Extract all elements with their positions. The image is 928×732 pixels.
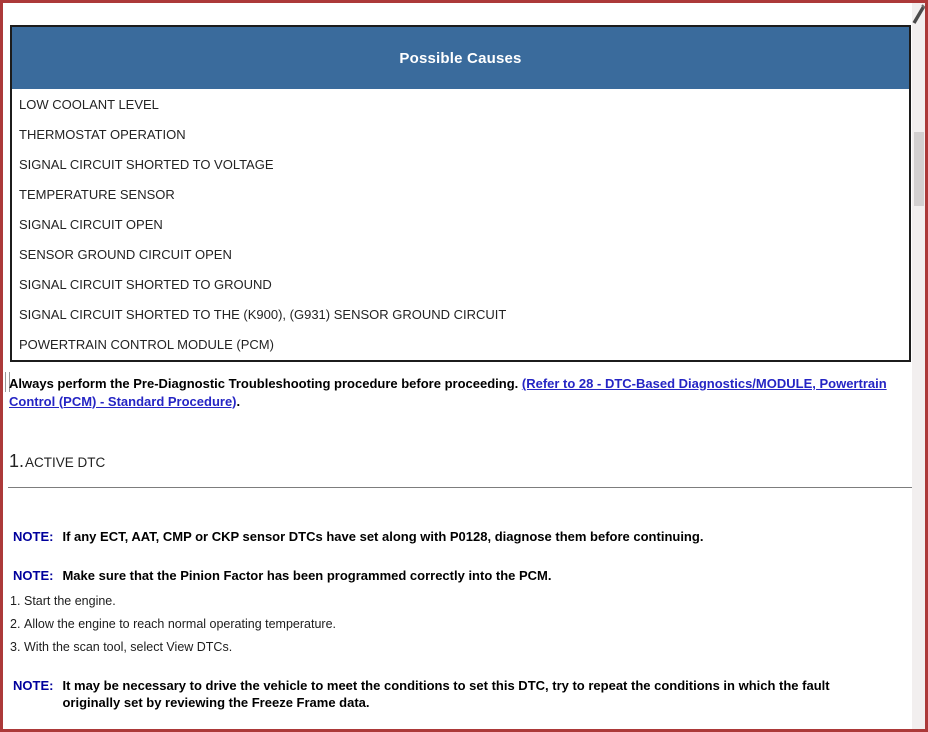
table-row: TEMPERATURE SENSOR [19,186,175,202]
list-item [10,617,336,632]
note-text: If any ECT, AAT, CMP or CKP sensor DTCs have set along with P0128, diagnose them before continuing. [62,529,704,544]
step-label: ACTIVE DTC [25,455,106,470]
possible-causes-header: Possible Causes [12,27,909,89]
refer-link-line2: Control (PCM) - Standard Procedure) [9,393,237,409]
step-heading-active-dtc [9,451,105,472]
list-item [10,594,336,609]
note-text: Make sure that the Pinion Factor has been programmed correctly into the PCM. [62,568,552,583]
table-row: SENSOR GROUND CIRCUIT OPEN [19,247,232,263]
horizontal-divider [8,487,921,488]
note-block [13,568,908,583]
table-row: SIGNAL CIRCUIT SHORTED TO THE (K900), (G931) SENSOR GROUND CIRCUIT [19,307,507,323]
table-row: SIGNAL CIRCUIT SHORTED TO GROUND [19,277,272,293]
note-block [13,677,908,711]
pointer-arrow-icon [912,4,926,24]
sentence-period: . [236,393,241,409]
possible-causes-body [12,89,909,360]
table-row: POWERTRAIN CONTROL MODULE (PCM) [19,337,274,353]
table-row: SIGNAL CIRCUIT OPEN [19,216,163,232]
vertical-scrollbar-thumb[interactable] [914,132,924,206]
note-label: NOTE: [13,529,54,544]
list-item [10,640,336,655]
step-item-number: 1. [10,594,21,608]
note-label: NOTE: [13,568,54,583]
possible-causes-table [10,25,911,362]
vertical-scrollbar-track[interactable] [912,3,925,729]
step-number: 1. [9,451,25,471]
note-text-line: originally set by reviewing the Freeze Frame data. [62,695,370,710]
pre-diagnostic-text: Always perform the Pre-Diagnostic Troubleshooting procedure before proceeding. [9,376,519,391]
table-row: SIGNAL CIRCUIT SHORTED TO VOLTAGE [19,156,274,172]
step-item-text: Allow the engine to reach normal operating temperature. [24,617,336,631]
note-label: NOTE: [13,678,54,693]
note-block [13,529,908,544]
procedure-steps [10,594,336,663]
table-row: THERMOSTAT OPERATION [19,126,186,142]
refer-link-line1: (Refer to 28 - DTC-Based Diagnostics/MODULE, Powertrain [521,376,887,391]
step-item-number: 2. [10,617,21,631]
step-item-text: Start the engine. [24,594,116,608]
note-text-line: It may be necessary to drive the vehicle to meet the conditions to set this DTC, try to repeat the conditions in which the fault [62,678,830,693]
pre-diagnostic-paragraph [9,375,915,410]
step-item-text: With the scan tool, select View DTCs. [24,640,233,654]
step-item-number: 3. [10,640,21,654]
table-row: LOW COOLANT LEVEL [19,96,159,112]
note-text [62,677,829,711]
